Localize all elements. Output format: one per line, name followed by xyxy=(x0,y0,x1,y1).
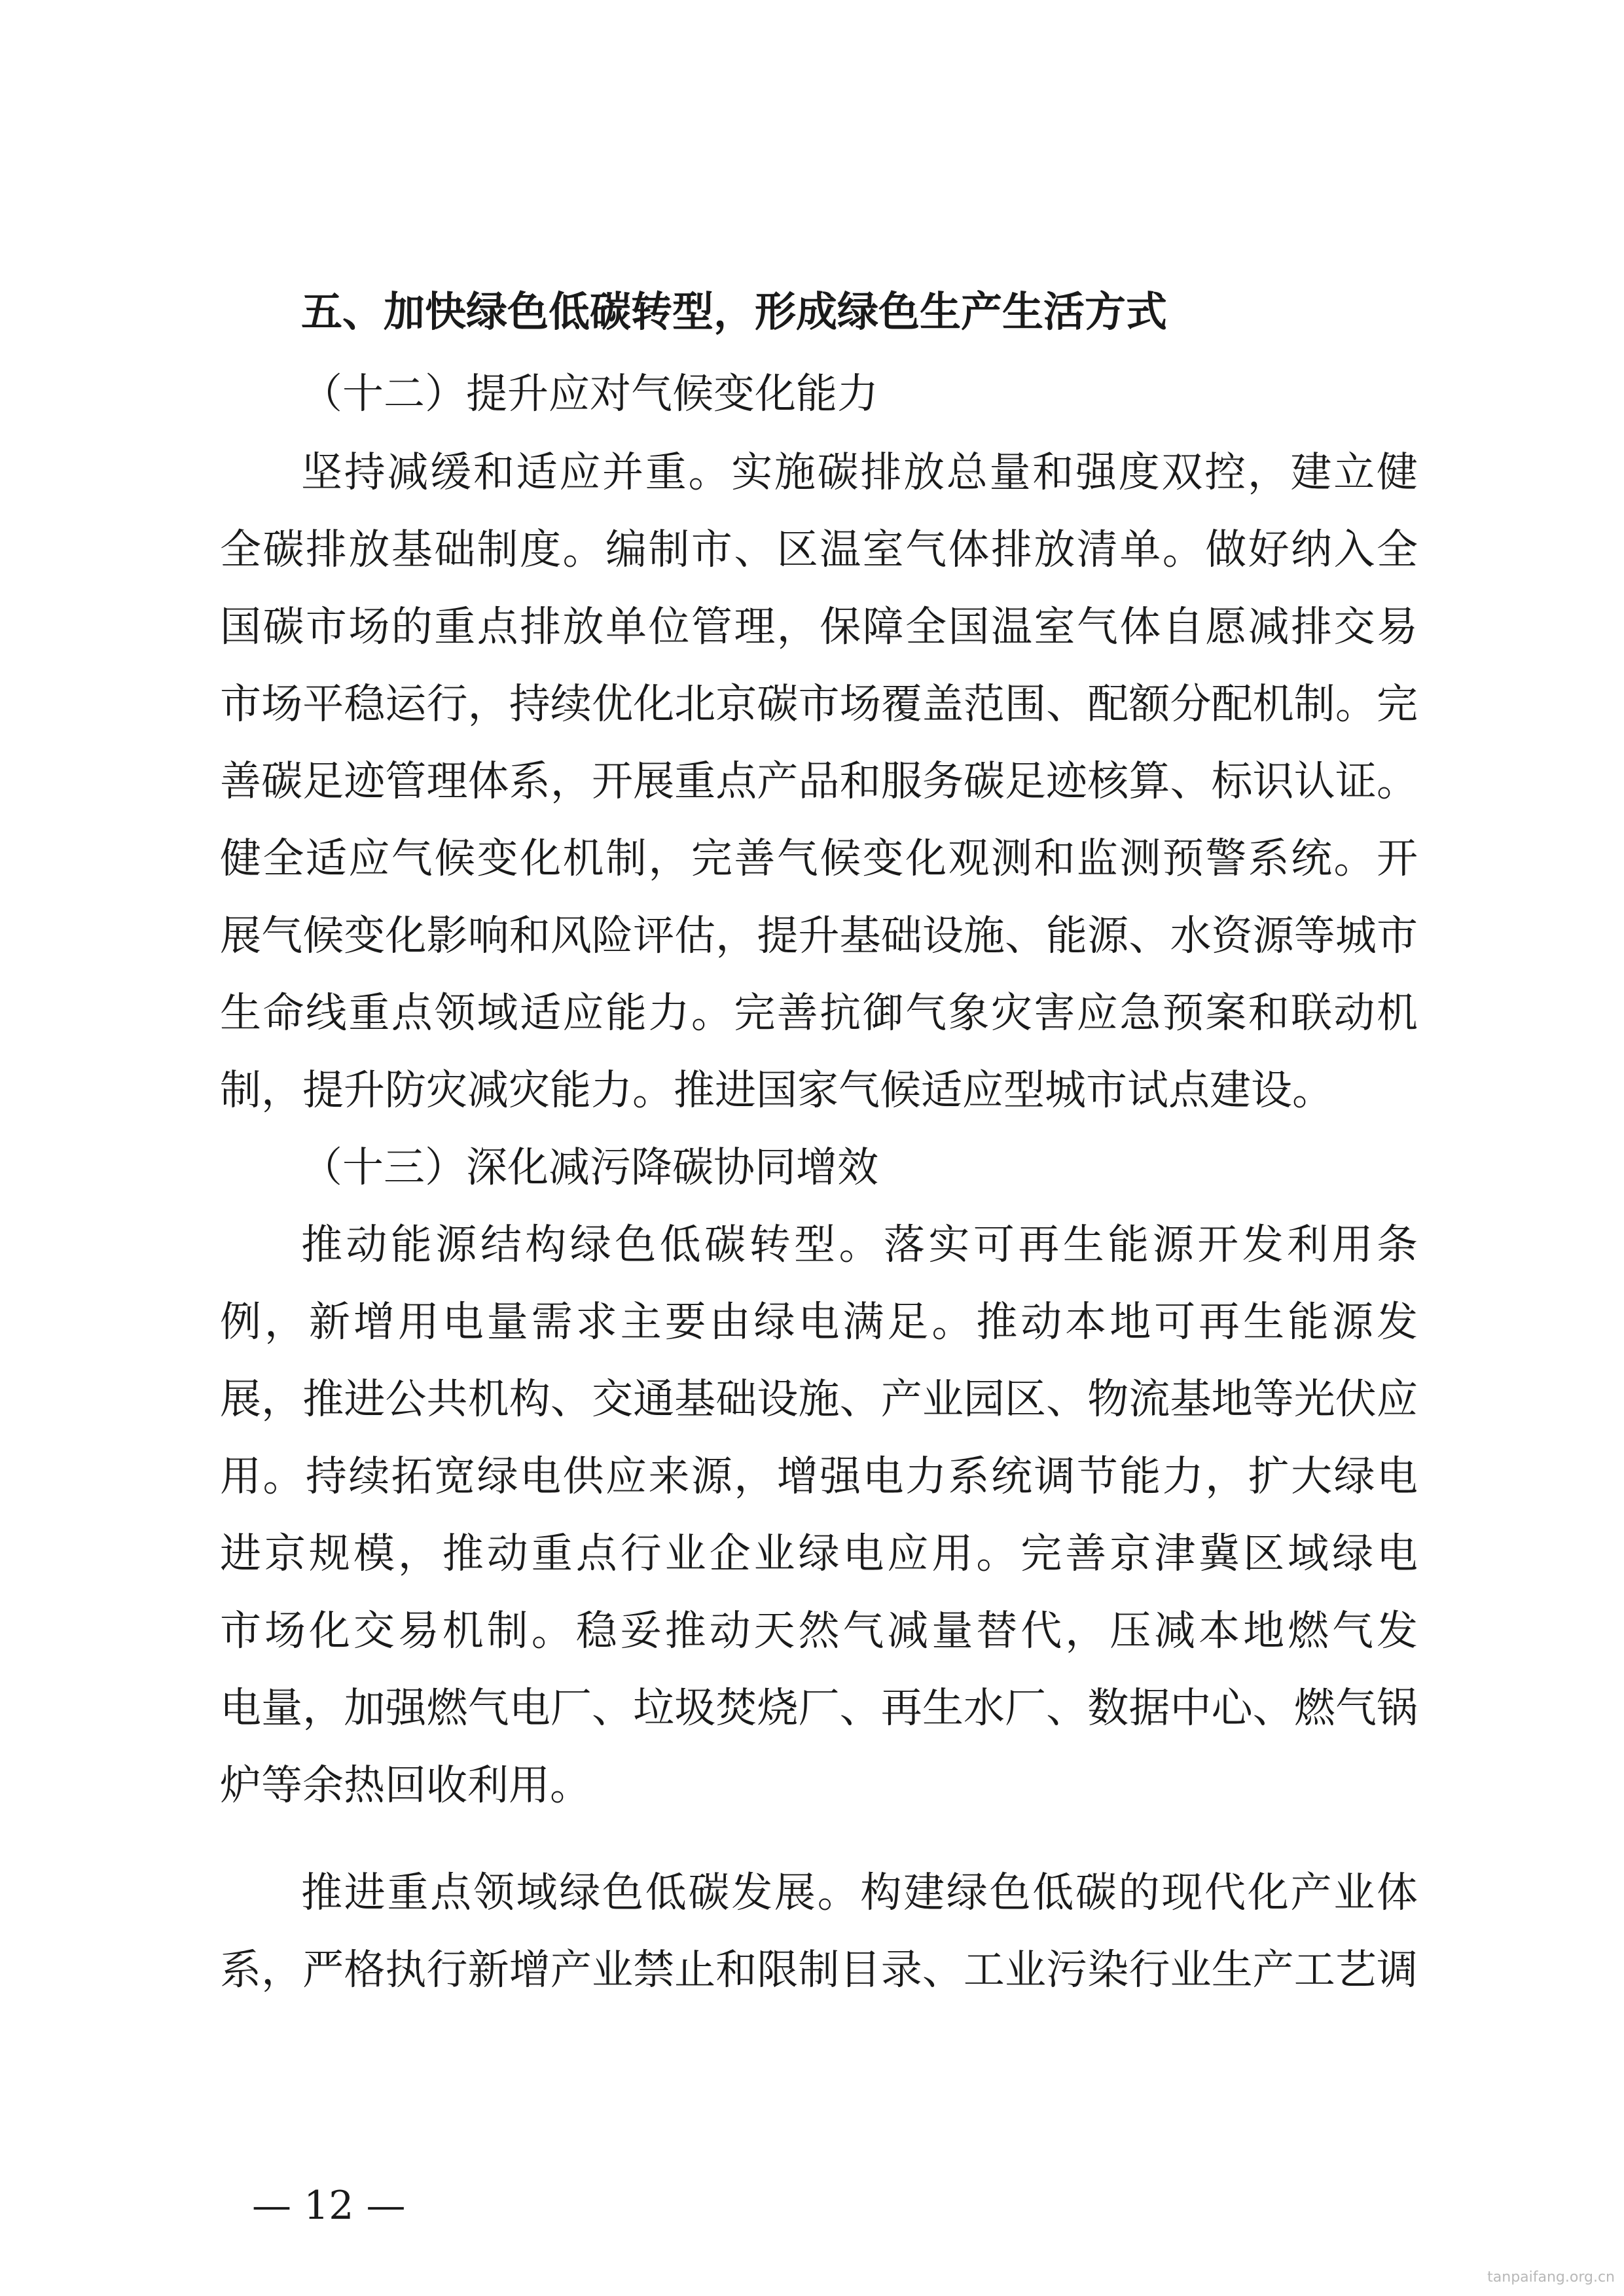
paragraph-line: 健全适应气候变化机制，完善气候变化观测和监测预警系统。开 xyxy=(220,834,1418,882)
paragraph-line: 善碳足迹管理体系，开展重点产品和服务碳足迹核算、标识认证。 xyxy=(220,757,1418,805)
paragraph-line: 推动能源结构绿色低碳转型。落实可再生能源开发利用条 xyxy=(301,1221,1418,1268)
watermark: tanpaifang.org.cn xyxy=(1487,2269,1615,2286)
paragraph-line: 生命线重点领域适应能力。完善抗御气象灾害应急预案和联动机 xyxy=(220,989,1418,1037)
paragraph-line: 炉等余热回收利用。 xyxy=(220,1761,591,1809)
paragraph-line: 推进重点领域绿色低碳发展。构建绿色低碳的现代化产业体 xyxy=(301,1869,1418,1916)
paragraph-line: 进京规模，推动重点行业企业绿电应用。完善京津冀区域绿电 xyxy=(220,1530,1418,1577)
paragraph-line: 展，推进公共机构、交通基础设施、产业园区、物流基地等光伏应 xyxy=(220,1375,1418,1423)
paragraph-line: 坚持减缓和适应并重。实施碳排放总量和强度双控，建立健 xyxy=(301,448,1418,496)
section-heading: 五、加快绿色低碳转型，形成绿色生产生活方式 xyxy=(301,288,1167,336)
paragraph-line: 展气候变化影响和风险评估，提升基础设施、能源、水资源等城市 xyxy=(220,912,1418,960)
paragraph-line: 全碳排放基础制度。编制市、区温室气体排放清单。做好纳入全 xyxy=(220,526,1418,573)
paragraph-line: 国碳市场的重点排放单位管理，保障全国温室气体自愿减排交易 xyxy=(220,603,1418,651)
page-number: — 12 — xyxy=(252,2183,406,2229)
paragraph-line: 例，新增用电量需求主要由绿电满足。推动本地可再生能源发 xyxy=(220,1298,1418,1346)
paragraph-line: 制，提升防灾减灾能力。推进国家气候适应型城市试点建设。 xyxy=(220,1066,1333,1114)
paragraph-line: 电量，加强燃气电厂、垃圾焚烧厂、再生水厂、数据中心、燃气锅 xyxy=(220,1684,1418,1732)
paragraph-line: 系，严格执行新增产业禁止和限制目录、工业污染行业生产工艺调 xyxy=(220,1946,1418,1994)
paragraph-line: 用。持续拓宽绿电供应来源，增强电力系统调节能力，扩大绿电 xyxy=(220,1452,1418,1500)
subsection-heading: （十三）深化减污降碳协同增效 xyxy=(301,1143,878,1191)
paragraph-line: 市场平稳运行，持续优化北京碳市场覆盖范围、配额分配机制。完 xyxy=(220,680,1418,728)
subsection-heading: （十二）提升应对气候变化能力 xyxy=(301,370,878,418)
paragraph-line: 市场化交易机制。稳妥推动天然气减量替代，压减本地燃气发 xyxy=(220,1607,1418,1655)
